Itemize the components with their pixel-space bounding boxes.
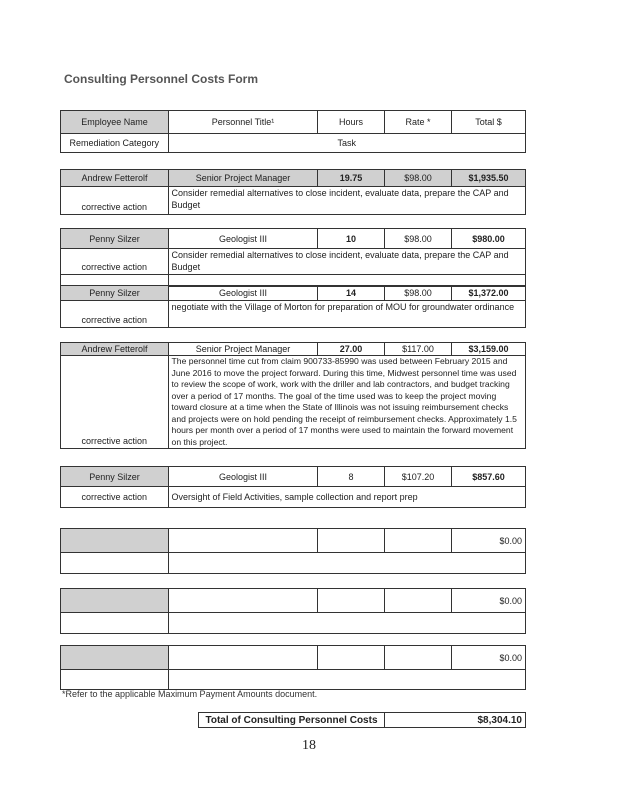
total-value: $3,159.00 xyxy=(468,344,509,354)
entry-1 xyxy=(60,169,526,215)
personnel-title: Senior Project Manager xyxy=(169,343,318,355)
employee-name xyxy=(61,529,169,552)
personnel-title xyxy=(169,589,318,612)
remediation-category: corrective action xyxy=(61,301,169,327)
total-value: $857.60 xyxy=(472,471,505,482)
task-description: Consider remedial alternatives to close incident, evaluate data, prepare the CAP and Budget xyxy=(171,250,509,273)
total-value: $0.00 xyxy=(499,535,522,546)
hours-value: 14 xyxy=(318,286,385,300)
blank-entry-3 xyxy=(60,645,526,690)
hours-value: 19.75 xyxy=(318,170,385,186)
grand-total-label: Total of Consulting Personnel Costs xyxy=(199,713,385,727)
grand-total-value: $8,304.10 xyxy=(477,714,522,726)
hours-value xyxy=(318,646,385,669)
total-value: $0.00 xyxy=(499,595,522,606)
entry-3 xyxy=(60,285,526,328)
entry-2 xyxy=(60,228,526,287)
total-header: Total $ xyxy=(475,117,502,127)
page-number: 18 xyxy=(302,738,316,753)
personnel-title: Geologist III xyxy=(169,229,318,248)
hours-value: 10 xyxy=(318,229,385,248)
remediation-category: corrective action xyxy=(61,249,169,274)
entry-4 xyxy=(60,342,526,449)
employee-name-header: Employee Name xyxy=(61,111,169,133)
task-description: The personnel time cut from claim 900733-85990 was used between February 2015 and June 2016 to move the project forward. During this time, Midwest personnel time was used to review the scope of work, work with the driller and lab contractors, and budget tracking over a period of 17 months. The goal of the time used was to keep the project moving toward closure at a time when the State of Illinois was not issuing reimbursement checks and projects were on hold pending the receipt of reimbursement checks. Approximately 1.5 hours per month over a period of 17 months were used to maintain the forward movement on this project. xyxy=(171,356,517,447)
blank-entry-2 xyxy=(60,588,526,634)
hours-value xyxy=(318,589,385,612)
remediation-category: corrective action xyxy=(61,356,169,448)
remediation-category xyxy=(61,553,169,573)
remediation-category: corrective action xyxy=(61,487,169,507)
total-value: $980.00 xyxy=(472,233,505,244)
hours-value: 8 xyxy=(318,467,385,486)
employee-name: Penny Silzer xyxy=(61,229,169,248)
footnote: *Refer to the applicable Maximum Payment Amounts document. xyxy=(62,689,318,699)
task-description: Consider remedial alternatives to close incident, evaluate data, prepare the CAP and Budget xyxy=(171,188,509,211)
rate-value: $98.00 xyxy=(385,229,452,248)
rate-header: Rate * xyxy=(385,111,452,133)
rate-value: $107.20 xyxy=(385,467,452,486)
hours-value: 27.00 xyxy=(318,343,385,355)
remediation-category xyxy=(61,670,169,689)
remediation-category: corrective action xyxy=(61,187,169,214)
remediation-category xyxy=(61,613,169,633)
employee-name xyxy=(61,589,169,612)
employee-name: Penny Silzer xyxy=(61,286,169,300)
personnel-title: Geologist III xyxy=(169,467,318,486)
header-table xyxy=(60,110,526,153)
task-header: Task xyxy=(337,138,357,148)
task-description xyxy=(169,670,525,689)
employee-name: Andrew Fetterolf xyxy=(61,343,169,355)
blank-entry-1 xyxy=(60,528,526,574)
rate-value xyxy=(385,646,452,669)
hours-header: Hours xyxy=(318,111,385,133)
personnel-title xyxy=(169,529,318,552)
rate-value: $98.00 xyxy=(385,286,452,300)
personnel-title-header: Personnel Title¹ xyxy=(169,111,318,133)
employee-name: Andrew Fetterolf xyxy=(61,170,169,186)
total-value: $0.00 xyxy=(499,652,522,663)
total-value: $1,372.00 xyxy=(468,288,509,298)
rate-value xyxy=(385,589,452,612)
task-description xyxy=(169,613,525,633)
hours-value xyxy=(318,529,385,552)
entry-5 xyxy=(60,466,526,508)
remediation-category-header: Remediation Category xyxy=(61,134,169,152)
employee-name: Penny Silzer xyxy=(61,467,169,486)
personnel-title: Senior Project Manager xyxy=(169,170,318,186)
task-description: Oversight of Field Activities, sample collection and report prep xyxy=(171,492,418,502)
total-value: $1,935.50 xyxy=(452,170,525,186)
rate-value xyxy=(385,529,452,552)
form-title: Consulting Personnel Costs Form xyxy=(64,72,259,86)
task-description: negotiate with the Village of Morton for preparation of MOU for groundwater ordinance xyxy=(171,302,515,312)
rate-value: $98.00 xyxy=(385,170,452,186)
rate-value: $117.00 xyxy=(385,343,452,355)
personnel-title: Geologist III xyxy=(169,286,318,300)
personnel-title xyxy=(169,646,318,669)
employee-name xyxy=(61,646,169,669)
task-description xyxy=(169,553,525,573)
grand-total-row xyxy=(198,712,526,728)
